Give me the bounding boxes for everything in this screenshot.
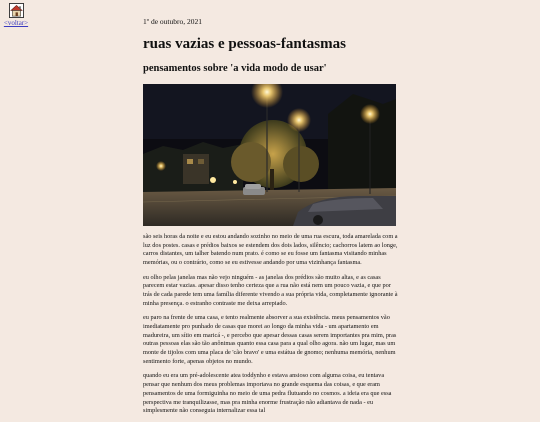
paragraph: são seis horas da noite e eu estou andando sozinho no meio de uma rua escura, toda amarelada com a luz dos postes. casas e prédios baixos se estendem dos dois lados, silêncio; cachorros latem ao longe, carros distantes, um talher batendo num prato. é como se eu fosse um fantasma visitando minhas memórias, ou o contrário, como se eu estivesse andando por uma vizinhança fantasma.: [143, 232, 398, 266]
post-subtitle: pensamentos sobre 'a vida modo de usar': [143, 63, 327, 75]
night-street-photo: [143, 84, 396, 226]
paragraph: eu paro na frente de uma casa, e tento realmente absorver a sua existência. meus pensamentos vão imediatamente pro punhado de casas que morei ao longo da minha vida - um apartamento em madureira, um sítio em maricá -, e percebo que apesar dessas casas serem importantes pra mim, pras outras pessoas elas são tão anônimas quanto essa casa para a qual olho agora. não um lugar, mas um monte de tijolos com uma placa de 'cão bravo' e uma estátua de gnomo; nenhuma memória, nenhum sentimento forte, apenas objetos no mundo.: [143, 314, 397, 365]
back-link[interactable]: <voltar>: [3, 19, 29, 27]
paragraph: quando eu era um pré-adolescente atea toddynho e estava ansioso com alguma coisa, eu tentava pensar que nenhum dos meus problemas importava no grande esquema das coisas, e que eram pensamentos de uma formiguinha no meio de uma pedra flutuando no cosmos. a ideia era que essa perspectiva me tranquilizasse, mas pra minha enorme frustração não adiantava de nada - eu simplesmente não conseguia internalizar essa tal: [143, 372, 392, 415]
post-date: 1º de outubro, 2021: [143, 17, 202, 26]
home-nav[interactable]: [3, 3, 29, 27]
home-icon[interactable]: [9, 3, 24, 18]
paragraph: eu olho pelas janelas mas não vejo ninguém - as janelas dos prédios são muito altas, e as casas parecem estar vazias. apesar disso tenho certeza que a rua não está nem um pouco vazia, e que por trás de cada parede tem uma família diferente vivendo a sua própria vida, completamente ignorante à minha presença. o estranho contraste me deixa arrepiado.: [143, 273, 398, 307]
post-title: ruas vazias e pessoas-fantasmas: [143, 36, 346, 52]
post-article: [143, 17, 398, 422]
